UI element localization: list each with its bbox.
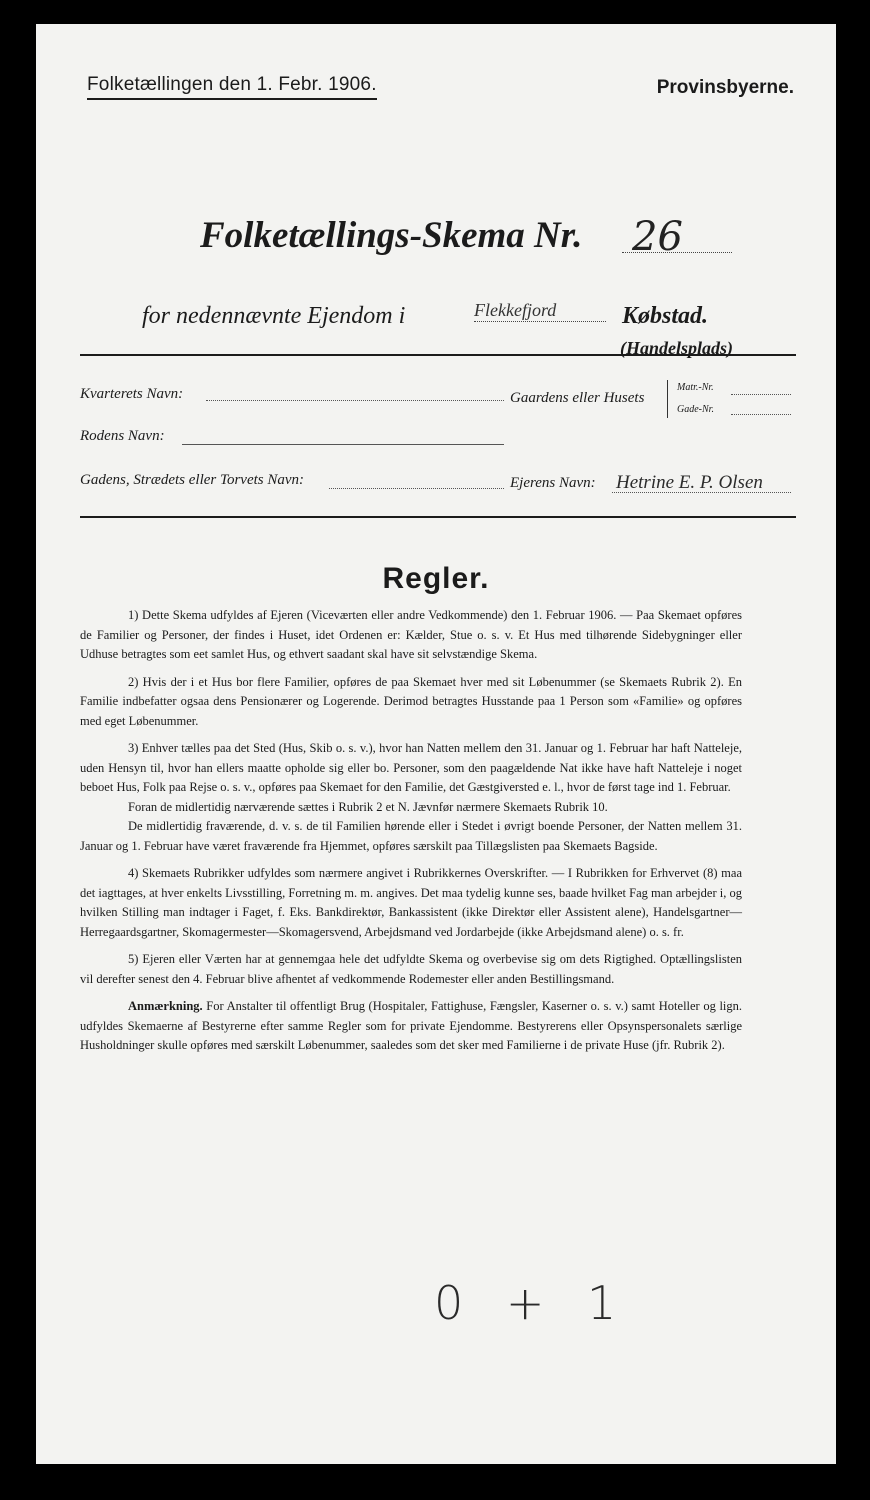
rule-3-temporary-absent: De midlertidig fraværende, d. v. s. de til Familien hørende eller i Stedet i øvrigt boende Personer, der Natten mellem 31. Januar og 1. Februar have været fraværende fra Hjemmet, opføres særskilt paa Tillægslisten paa Skemaets Bagside. <box>80 819 742 853</box>
rule-3: 3) Enhver tælles paa det Sted (Hus, Skib o. s. v.), hvor han Natten mellem den 31. Januar og 1. Februar har haft Natteleje, uden Hensyn til, hvor han ellers maatte opholde sig eller bo. Personer, som den paagældende Nat ikke have haft Natteleje i noget beboet Hus, Folk paa Rejse o. s. v., opføres paa Skemaet for den Familie, det Gæstgiversted e. l., hvor de først tage ind 1. Februar. <box>80 741 742 794</box>
gade-nr-field-line <box>731 414 791 415</box>
town-type-alt: (Handelsplads) <box>620 338 734 358</box>
bottom-handwritten-count: 0 + 1 <box>434 1276 631 1330</box>
kvarter-label: Kvarterets Navn: <box>80 386 184 402</box>
census-date-header: Folketællingen den 1. Febr. 1906. <box>87 74 377 100</box>
form-title: Folketællings-Skema Nr. <box>200 215 583 256</box>
region-header: Provinsbyerne. <box>656 77 794 98</box>
kvarter-field-line <box>206 400 504 401</box>
note-paragraph <box>80 997 742 1056</box>
rules-body <box>80 606 742 1064</box>
owner-name-handwritten: Hetrine E. P. Olsen <box>616 472 763 493</box>
census-form-page <box>36 24 836 1464</box>
note-label: Anmærkning. <box>128 999 203 1013</box>
gade-field-line <box>329 488 504 489</box>
place-handwritten: Flekkefjord <box>474 300 606 322</box>
gaard-label: Gaardens eller Husets <box>510 390 645 406</box>
rule-5: 5) Ejeren eller Værten har at gennemgaa hele det udfyldte Skema og overbevise sig om dets Rigtighed. Optællingslisten vil derefter senest den 4. Februar blive afhentet af vedkommende Rodemester eller anden Bestillingsmand. <box>80 952 742 986</box>
matr-label: Matr.-Nr. <box>677 382 714 393</box>
gade-nr-label: Gade-Nr. <box>677 404 714 415</box>
eier-label: Ejerens Navn: <box>510 475 596 491</box>
brace <box>667 380 673 418</box>
rule-4: 4) Skemaets Rubrikker udfyldes som nærmere angivet i Rubrikkernes Overskrifter. — I Rubrikken for Erhvervet (8) maa det iagttages, at hver enkelts Livsstilling, Forretning m. m. angives. Det maa tydelig kunne ses, baade hvilket Fag man arbejder i, og hvilken Stilling man indtager i Faget, f. Eks. Bankdirektør, Bankassistent (ikke Direktør eller Assistent alene), Handelsgartner—Herregaardsgartner, Skomagermester—Skomagersvend, Arbejdsmand ved Jordarbejde (ikke Arbejdsmand alene) o. s. fr. <box>80 866 742 939</box>
town-type: Købstad. <box>622 303 709 329</box>
form-subtitle: for nedennævnte Ejendom i <box>142 303 406 329</box>
gade-label: Gadens, Strædets eller Torvets Navn: <box>80 472 305 488</box>
form-number-handwritten: 26 <box>632 214 683 260</box>
rules-title: Regler. <box>382 562 490 595</box>
note-text: For Anstalter til offentligt Brug (Hospitaler, Fattighuse, Fængsler, Kaserner o. s. v.) samt Hoteller og lign. udfyldes Skemaerne af Bestyrerne efter samme Regler som for private Ejendomme. Bestyrerens eller Opsynspersonalets særlige Husholdninger skulle opføres med særskilt Løbenummer, saaledes som det sker med Familierne i de private Huse (jfr. Rubrik 2). <box>80 999 743 1052</box>
mid-divider <box>80 516 796 518</box>
rule-1: 1) Dette Skema udfyldes af Ejeren (Viceværten eller andre Vedkommende) den 1. Februar 1906. — Paa Skemaet opføres de Familier og Personer, der findes i Huset, idet Ordenen er: Kælder, Stue o. s. v. Et Hus med tilhørende Sidebygninger eller Udhuse betragtes som eet samlet Hus, og ethvert saadant skal have sit selvstændige Skema. <box>80 608 742 661</box>
matr-field-line <box>731 394 791 395</box>
top-divider <box>80 354 796 356</box>
rule-2: 2) Hvis der i et Hus bor flere Familier, opføres de paa Skemaet hver med sit Løbenummer (se Skemaets Rubrik 2). En Familie indbefatter ogsaa dens Pensionærer og Logerende. Derimod betragtes Husstande paa 1 Person som «Familie» og opføres med eget Løbenummer. <box>80 674 742 728</box>
rode-field-line <box>182 444 504 445</box>
rode-label: Rodens Navn: <box>80 428 165 444</box>
rule-3-temporary-present: Foran de midlertidig nærværende sættes i Rubrik 2 et N. Jævnfør nærmere Skemaets Rubrik 10. <box>128 799 608 814</box>
